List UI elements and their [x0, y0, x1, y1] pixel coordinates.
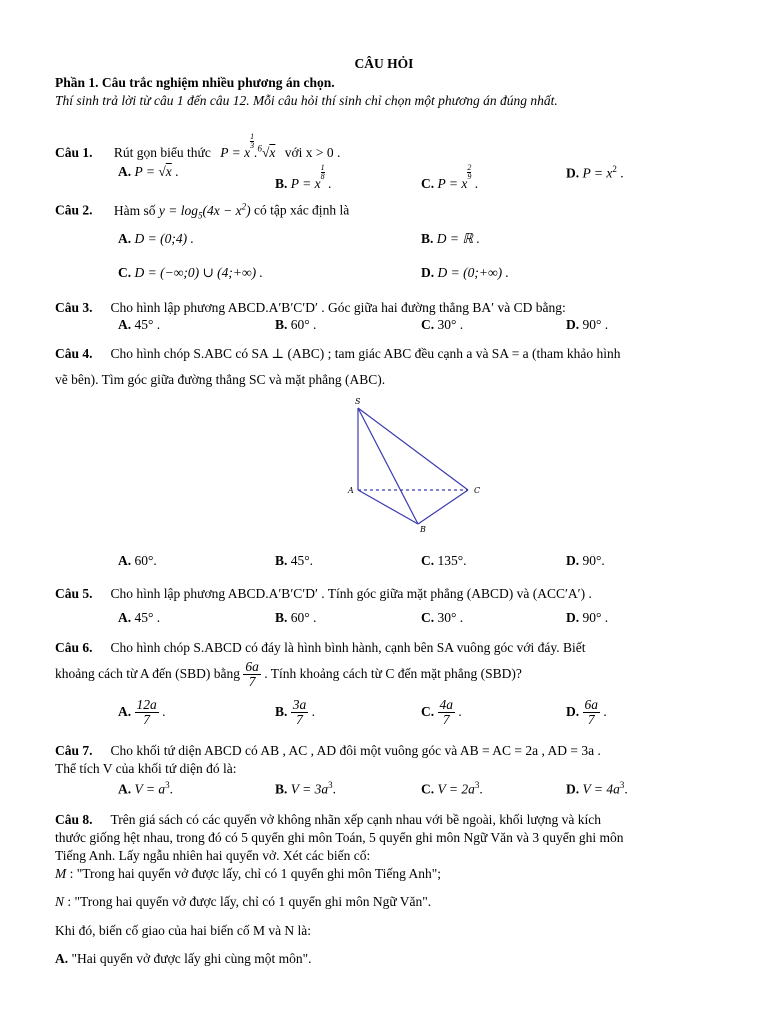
question-text: Rút gọn biểu thức	[113, 145, 211, 160]
question-7: Câu 7. Cho khối tứ diện ABCD có AB , AC , AD đôi một vuông góc và AB = AC = 2a , AD = 3a .	[55, 743, 601, 758]
q4-option-a[interactable]: A. 60°.	[118, 553, 157, 568]
condition: với x > 0 .	[284, 145, 341, 160]
page-title: CÂU HỎI	[354, 56, 414, 71]
question-8-ask: Khi đó, biến cố giao của hai biến cố M và N là:	[55, 923, 312, 938]
q5-option-a[interactable]: A. 45° .	[118, 610, 161, 625]
q6-option-b[interactable]: B. $\frac{3a}{7}$ .	[275, 697, 316, 728]
q4-option-c[interactable]: C. 135°.	[421, 553, 467, 568]
q2-option-d[interactable]: D. D = (0;+∞) .	[421, 265, 509, 280]
question-text: Hàm số	[113, 202, 156, 218]
q5-option-d[interactable]: D. 90° .	[566, 610, 609, 625]
event-n: N : "Trong hai quyển vở được lấy, chỉ có 1 quyển ghi môn Ngữ Văn".	[55, 894, 432, 909]
expression: P = x $\frac{1}{3}$ .$^6$√x	[220, 132, 276, 160]
q1-option-a[interactable]: A. P = √x .	[118, 164, 179, 179]
q1-option-b[interactable]: B. P = x $\frac{1}{8}$ .	[275, 163, 332, 191]
event-m: M : "Trong hai quyển vở được lấy, chỉ có 1 quyển ghi môn Tiếng Anh";	[55, 866, 441, 881]
pyramid-figure	[340, 396, 490, 536]
vertex-b: B	[420, 525, 426, 534]
q6-option-c[interactable]: C. $\frac{4a}{7}$ .	[421, 697, 462, 728]
q2-option-b[interactable]: B. D = ℝ .	[421, 231, 480, 246]
q8-option-a[interactable]: A. "Hai quyển vở được lấy ghi cùng một môn".	[55, 951, 312, 966]
q3-option-a[interactable]: A. 45° .	[118, 317, 161, 332]
vertex-a: A	[348, 486, 354, 495]
question-label: Câu 2.	[55, 202, 93, 218]
question-8: Câu 8. Trên giá sách có các quyển vở không nhãn xếp cạnh nhau với bề ngoài, khối lượng và kích	[55, 812, 602, 827]
q5-option-c[interactable]: C. 30° .	[421, 610, 464, 625]
question-5: Câu 5. Cho hình lập phương ABCD.A′B′C′D′ . Tính góc giữa mặt phẳng (ABCD) và (ACC′A′) .	[55, 586, 592, 601]
question-1	[55, 133, 340, 161]
q7-option-b[interactable]: B. $V = 3a^3$.	[275, 780, 337, 797]
vertex-c: C	[474, 486, 481, 495]
edge-sc	[358, 408, 468, 490]
part-heading: Phần 1. Câu trắc nghiệm nhiều phương án chọn.	[55, 75, 335, 90]
question-4: Câu 4. Cho hình chóp S.ABC có SA ⊥ (ABC) ; tam giác ABC đều cạnh a và SA = a (tham khảo hình	[55, 346, 621, 361]
question-7-line2: Thể tích V của khối tứ diện đó là:	[55, 761, 237, 776]
q7-option-a[interactable]: A. $V = a^3$.	[118, 780, 173, 797]
q6-option-a[interactable]: A. $\frac{12a}{7}$ .	[118, 697, 166, 728]
q7-option-d[interactable]: D. $V = 4a^3$.	[566, 780, 628, 797]
q1-option-d[interactable]: D. $P = x^2$ .	[566, 164, 624, 181]
question-text-tail: có tập xác định là	[253, 202, 350, 218]
expression: $y = \log_5(4x - x^2)$	[158, 201, 251, 221]
q1-option-c[interactable]: C. P = x $\frac{2}{9}$ .	[421, 163, 479, 191]
q4-option-d[interactable]: D. 90°.	[566, 553, 605, 568]
q2-option-c[interactable]: C. D = (−∞;0) ∪ (4;+∞) .	[118, 265, 263, 280]
question-8-line2: thước giống hệt nhau, trong đó có 5 quyển ghi môn Toán, 5 quyển ghi môn Ngữ Văn và 3 quyển ghi môn	[55, 830, 624, 845]
question-6: Câu 6. Cho hình chóp S.ABCD có đáy là hình bình hành, cạnh bên SA vuông góc với đáy. Biết	[55, 640, 586, 655]
q4-option-b[interactable]: B. 45°.	[275, 553, 314, 568]
q3-option-d[interactable]: D. 90° .	[566, 317, 609, 332]
edge-bc	[418, 490, 468, 524]
q3-option-b[interactable]: B. 60° .	[275, 317, 317, 332]
vertex-s: S	[355, 397, 361, 406]
question-3: Câu 3. Cho hình lập phương ABCD.A′B′C′D′ . Góc giữa hai đường thẳng BA′ và CD bằng:	[55, 300, 566, 315]
question-8-line3: Tiếng Anh. Lấy ngẫu nhiên hai quyển vở. Xét các biến cố:	[55, 848, 371, 863]
question-label: Câu 1.	[55, 145, 93, 160]
q6-option-d[interactable]: D. $\frac{6a}{7}$ .	[566, 697, 607, 728]
q2-option-a[interactable]: A. D = (0;4) .	[118, 231, 194, 246]
q3-option-c[interactable]: C. 30° .	[421, 317, 464, 332]
question-4-line2: vẽ bên). Tìm góc giữa đường thẳng SC và mặt phẳng (ABC).	[55, 372, 386, 387]
q7-option-c[interactable]: C. $V = 2a^3$.	[421, 780, 483, 797]
part-instruction: Thí sinh trả lời từ câu 1 đến câu 12. Mỗi câu hỏi thí sinh chỉ chọn một phương án đúng nhất.	[55, 93, 558, 108]
question-6-line2: khoảng cách từ A đến (SBD) bằng $\frac{6a}{7}$ . Tính khoảng cách từ C đến mặt phẳng (SBD)?	[55, 659, 522, 690]
question-2	[55, 201, 349, 220]
q5-option-b[interactable]: B. 60° .	[275, 610, 317, 625]
